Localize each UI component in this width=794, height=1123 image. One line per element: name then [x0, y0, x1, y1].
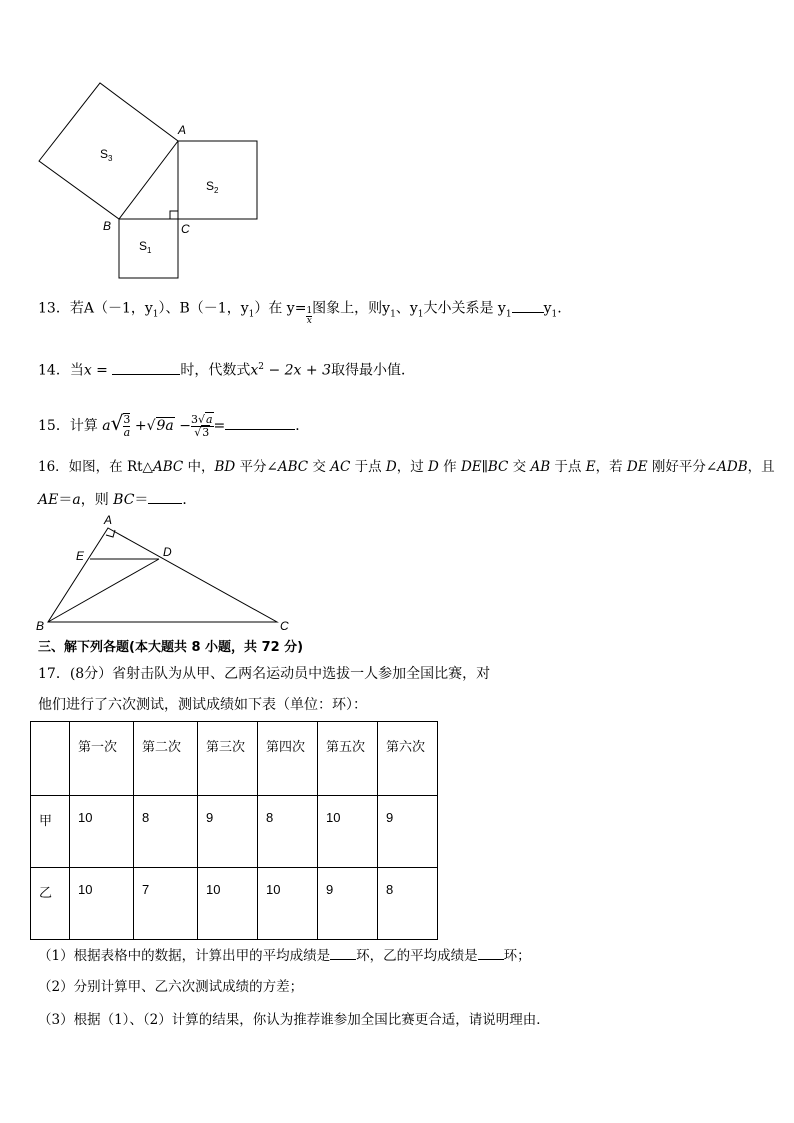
label-s1: $S_1$: [139, 239, 152, 255]
triangle-abc: [48, 528, 277, 622]
answer-blank[interactable]: [225, 415, 295, 430]
label-d: D: [163, 545, 172, 559]
label-s3: $S_3$: [100, 147, 113, 163]
label-b: B: [36, 619, 45, 632]
label-b: B: [103, 219, 112, 233]
table-cell: 7: [134, 868, 198, 940]
table-header-row: [31, 722, 438, 796]
table-cell: 10: [258, 868, 318, 940]
table-cell: 甲: [31, 796, 70, 868]
right-angle-mark: [170, 211, 178, 219]
table-cell: 8: [378, 868, 438, 940]
table-cell: 10: [198, 868, 258, 940]
table-header-cell: 第二次: [134, 722, 198, 796]
question-17-line1: 17．(8分）省射击队为从甲、乙两名运动员中选拔一人参加全国比赛，对: [38, 666, 491, 682]
table-header-cell: [31, 722, 70, 796]
table-header-cell: 第一次: [70, 722, 134, 796]
scores-table: [30, 721, 438, 940]
answer-blank[interactable]: [112, 360, 180, 375]
label-a: A: [104, 513, 113, 527]
question-16-line2: AE＝a，则 BC＝ ．: [38, 489, 196, 510]
table-header-cell: 第五次: [318, 722, 378, 796]
table-cell: 10: [318, 796, 378, 868]
table-cell: 8: [134, 796, 198, 868]
table-cell: 8: [258, 796, 318, 868]
table-row: [31, 868, 438, 940]
label-e: E: [76, 549, 85, 563]
table-header-cell: 第三次: [198, 722, 258, 796]
question-14: 14．当x = 时，代数式$x^2 - 2x + 3$取得最小值．: [38, 357, 415, 381]
table-cell: 9: [318, 868, 378, 940]
question-17-sub3: （3）根据（1）、（2）计算的结果，你认为推荐谁参加全国比赛更合适，请说明理由．: [38, 1012, 550, 1028]
question-13: 13．若A（－1，$y_1$）、B（－1，$y_1$）在 y= $\frac{1}{x}$ 图象上，则$y_1$、$y_1$大小关系是 $y_1$ $y_1$.: [38, 291, 562, 326]
answer-blank[interactable]: [330, 945, 356, 960]
fraction-1-over-x: $\frac{1}{x}$: [306, 306, 313, 326]
table-header-cell: 第六次: [378, 722, 438, 796]
table-cell: 9: [378, 796, 438, 868]
label-c: C: [181, 222, 190, 236]
figure-triangle: [30, 510, 300, 632]
answer-blank[interactable]: [512, 298, 544, 313]
square-s2: [178, 141, 257, 219]
question-17-line2: 他们进行了六次测试，测试成绩如下表（单位：环）：: [38, 697, 367, 713]
question-16-line1: 16．如图，在 Rt△ABC 中，BD 平分∠ABC 交 AC 于点 D，过 D 作 DE∥BC 交 AB 于点 E，若 DE 刚好平分∠ADB，且: [38, 459, 775, 475]
figure-squares: [30, 75, 270, 285]
answer-blank[interactable]: [478, 945, 504, 960]
table-cell: 10: [70, 868, 134, 940]
label-a: A: [178, 123, 187, 137]
segment-bd: [48, 559, 159, 622]
table-cell: 10: [70, 796, 134, 868]
square-s3: [39, 83, 178, 219]
question-15: 15．计算 a√ $\frac{3}{a}$ +√9a − $\frac{3√a}{√3}$ = ．: [38, 411, 310, 439]
question-17-sub1: （1）根据表格中的数据，计算出甲的平均成绩是 环，乙的平均成绩是 环；: [38, 945, 531, 966]
label-c: C: [280, 619, 289, 632]
table-cell: 9: [198, 796, 258, 868]
table-cell: 乙: [31, 868, 70, 940]
question-17-sub2: （2）分别计算甲、乙六次测试成绩的方差；: [38, 979, 304, 995]
answer-blank[interactable]: [148, 489, 182, 504]
section-header: 三、解下列各题(本大题共 8 小题，共 72 分): [38, 640, 304, 655]
table-row: [31, 796, 438, 868]
label-s2: $S_2$: [206, 179, 219, 195]
table-header-cell: 第四次: [258, 722, 318, 796]
